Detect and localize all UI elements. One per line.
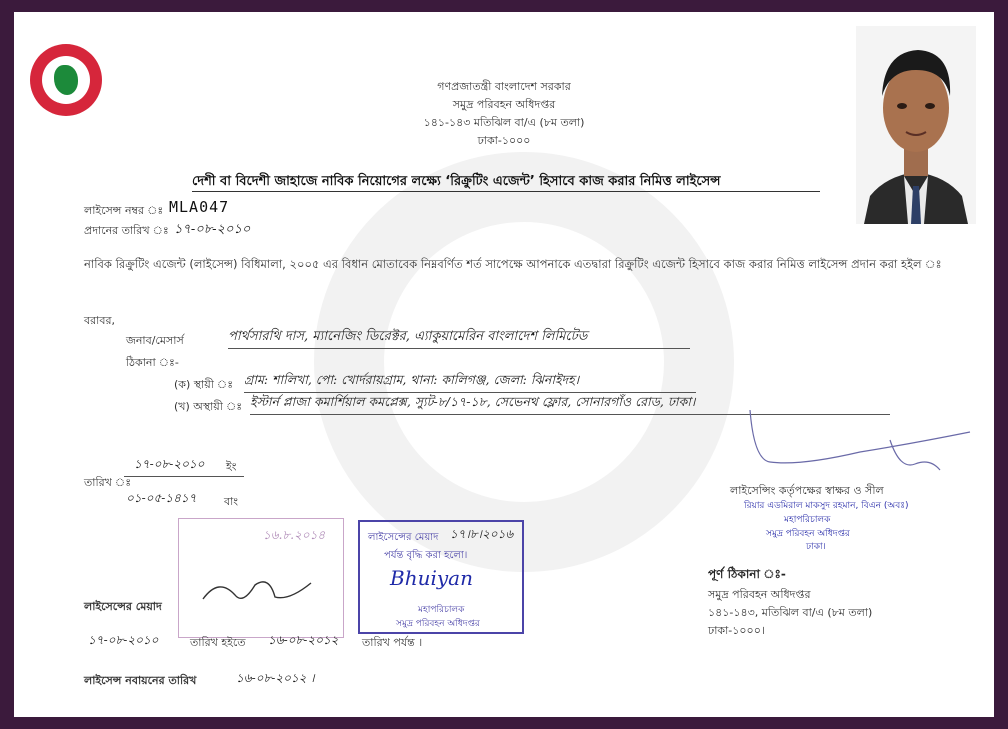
recipient-name-value: পার্থসারথি দাস, ম্যানেজিং ডিরেক্টর, এ্যাকুয়ামেরিন বাংলাদেশ লিমিটেড — [228, 327, 690, 349]
blue-stamp-title: লাইসেন্সের মেয়াদ — [368, 532, 439, 543]
date-divider — [124, 476, 244, 477]
blue-stamp-extension: পর্যন্ত বৃদ্ধি করা হলো। — [384, 550, 468, 561]
temporary-address-label: (খ) অস্থায়ী ঃ — [174, 400, 243, 413]
validity-label: লাইসেন্সের মেয়াদ — [84, 600, 162, 613]
to-label: বরাবর, — [84, 314, 116, 327]
license-number-label: লাইসেন্স নম্বর ঃ — [84, 204, 164, 217]
validity-to: ১৬-০৮-২০১২ — [268, 633, 339, 647]
authority-stamp-name: রিয়ার এডমিরাল মাকসুদ রহমান, বিএন (অবঃ) — [744, 501, 909, 511]
header-department: সমুদ্র পরিবহন অধিদপ্তর — [452, 98, 556, 111]
bangla-date-value: ০১-০৫-১৪১৭ — [126, 491, 197, 505]
issue-date-label: প্রদানের তারিখ ঃ — [84, 224, 169, 237]
english-date-value: ১৭-০৮-২০১০ — [134, 457, 205, 471]
renewal-value: ১৬-০৮-২০১২ । — [236, 671, 315, 685]
renewal-label: লাইসেন্স নবায়নের তারিখ — [84, 674, 197, 687]
english-date-suffix: ইং — [226, 460, 237, 473]
full-address-label: পূর্ণ ঠিকানা ঃ- — [708, 567, 786, 581]
authority-stamp-role: মহাপরিচালক — [784, 515, 831, 525]
permanent-address-value: গ্রাম: শালিখা, পো: খোর্দরায়গ্রাম, থানা: কালিগঞ্জ, জেলা: ঝিনাইদহ। — [244, 372, 696, 393]
blue-stamp-signature: Bhuiyan — [390, 566, 473, 590]
license-certificate — [14, 12, 994, 717]
temporary-address-value: ইস্টার্ন প্লাজা কমার্শিয়াল কমপ্লেক্স, স্যুট-৮/১৭-১৮, সেভেনথ ফ্লোর, সোনারগাঁও রোড, ঢাকা। — [250, 394, 890, 415]
holder-photo — [856, 26, 976, 224]
issue-date-value: ১৭-০৮-২০১০ — [174, 222, 251, 237]
bangla-date-suffix: বাং — [224, 495, 239, 508]
title-underline — [192, 191, 820, 192]
authority-signature — [740, 400, 990, 480]
faint-stamp-signature — [199, 571, 319, 611]
blue-stamp-role: মহাপরিচালক — [418, 605, 465, 615]
faint-renewal-stamp — [178, 518, 344, 638]
blue-renewal-stamp — [358, 520, 524, 634]
authority-stamp-city: ঢাকা। — [806, 542, 826, 552]
full-address-line2: ১৪১-১৪৩, মতিঝিল বা/এ (৮ম তলা) — [708, 606, 873, 619]
date-label: তারিখ ঃ — [84, 476, 132, 489]
full-address-line1: সমুদ্র পরিবহন অধিদপ্তর — [708, 588, 811, 601]
validity-from-suffix: তারিখ হইতে — [190, 636, 246, 649]
validity-to-suffix: তারিখ পর্যন্ত । — [362, 636, 423, 649]
license-body-text: নাবিক রিক্রুটিং এজেন্ট (লাইসেন্স) বিধিমালা, ২০০৫ এর বিধান মোতাবেক নিম্নবর্ণিত শর্ত সাপেক্ষে আপনাকে এতদ্বারা রিক্রুটিং এজেন্ট হিসাবে কাজ করার নিমিত্ত লাইসেন্স প্রদান করা হইল ঃ — [84, 257, 942, 271]
recipient-name-label: জনাব/মেসার্স — [126, 334, 184, 347]
blue-stamp-date: ১৭।৮।২০১৬ — [450, 527, 514, 541]
full-address-line3: ঢাকা-১০০০। — [708, 624, 765, 637]
authority-stamp-office: সমুদ্র পরিবহন অধিদপ্তর — [766, 529, 850, 539]
watermark-ring — [314, 152, 734, 572]
header-government: গণপ্রজাতন্ত্রী বাংলাদেশ সরকার — [437, 80, 571, 93]
faint-stamp-date: ১৬.৮.২০১৪ — [263, 528, 326, 542]
validity-from: ১৭-০৮-২০১০ — [88, 633, 159, 647]
license-number-value: MLA047 — [169, 198, 230, 216]
header-address: ১৪১-১৪৩ মতিঝিল বা/এ (৮ম তলা) — [423, 116, 585, 129]
government-seal-icon — [30, 44, 102, 116]
header-city: ঢাকা-১০০০ — [477, 134, 531, 147]
blue-stamp-office: সমুদ্র পরিবহন অধিদপ্তর — [396, 619, 480, 629]
signature-caption: লাইসেন্সিং কর্তৃপক্ষের স্বাক্ষর ও সীল — [730, 484, 884, 497]
document-title: দেশী বা বিদেশী জাহাজে নাবিক নিয়োগের লক্ষ্যে ‘রিক্রুটিং এজেন্ট’ হিসাবে কাজ করার নিমিত্ত লাইসেন্স — [192, 174, 721, 189]
permanent-address-label: (ক) স্থায়ী ঃ — [174, 378, 234, 391]
address-label: ঠিকানা ঃ- — [126, 356, 179, 369]
